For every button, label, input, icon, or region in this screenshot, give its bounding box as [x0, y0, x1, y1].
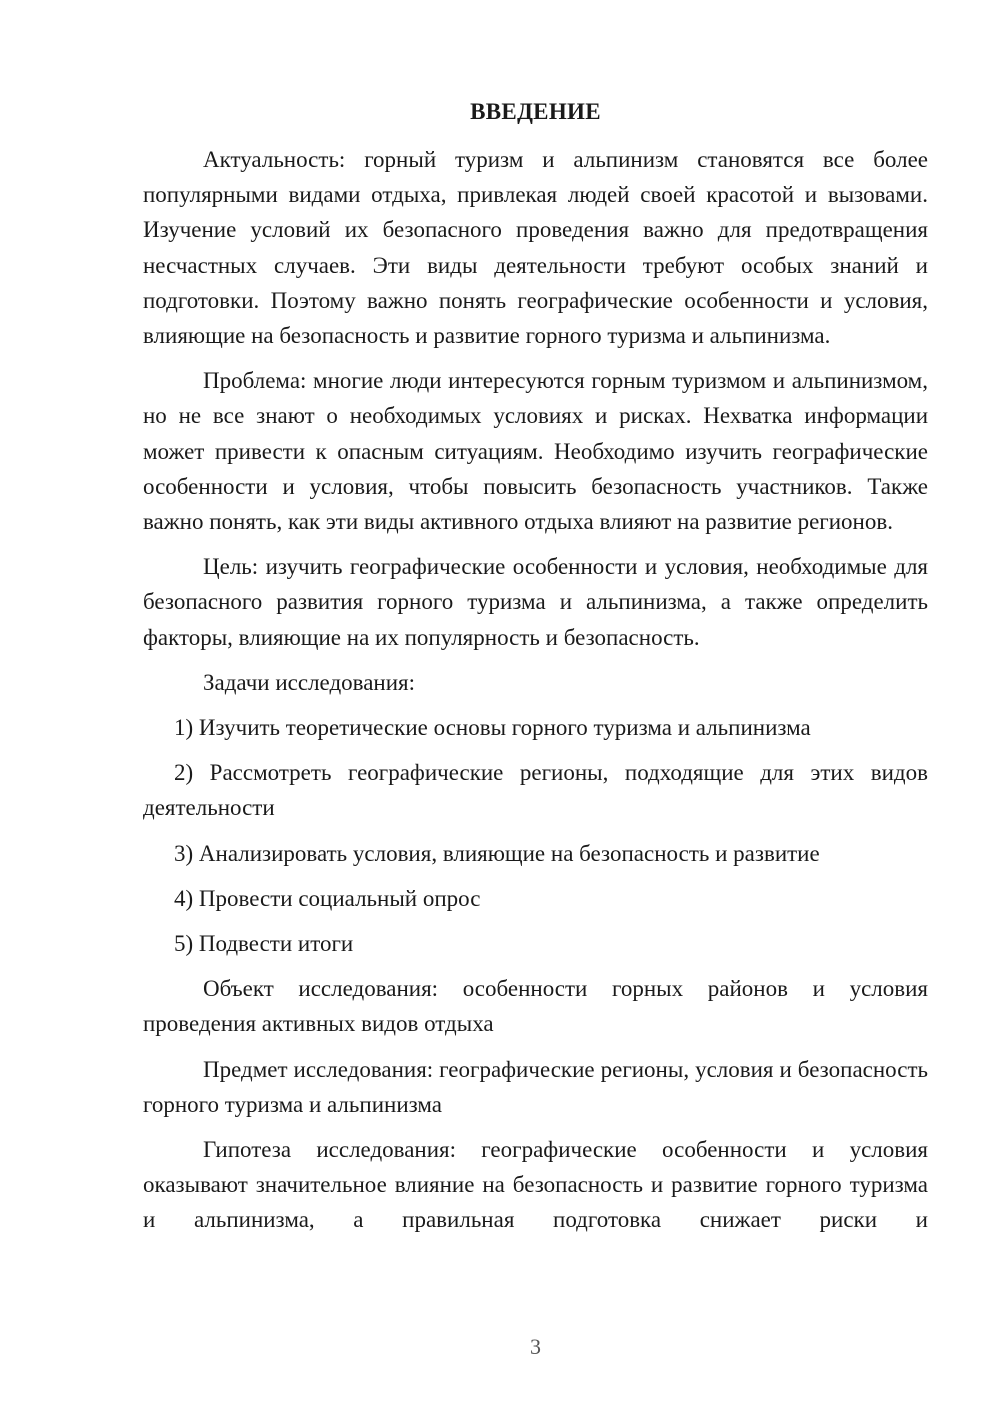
- paragraph-hypothesis: Гипотеза исследования: географические особенности и условия оказывают значительное влияние на безопасность и развитие горного туризма и альпинизма, а правильная подготовка снижает риски и: [143, 1137, 928, 1233]
- page-number: 3: [530, 1334, 541, 1359]
- document-page: [143, 0, 928, 1414]
- paragraph-goal: Цель: изучить географические особенности и условия, необходимые для безопасного развития горного туризма и альпинизма, а также определить факторы, влияющие на их популярность и безопасность.: [143, 554, 928, 650]
- list-item-task-4: 4) Провести социальный опрос: [174, 885, 481, 911]
- paragraph-subject: Предмет исследования: географические регионы, условия и безопасность горного туризма и альпинизма: [143, 1056, 928, 1117]
- page-title: ВВЕДЕНИЕ: [470, 99, 601, 124]
- list-item-task-2: 2) Рассмотреть географические регионы, подходящие для этих видов деятельности: [143, 760, 928, 821]
- paragraph-problem: Проблема: многие люди интересуются горным туризмом и альпинизмом, но не все знают о необходимых условиях и рисках. Нехватка информации может привести к опасным ситуациям. Необходимо изучить географические особенности и условия, чтобы повысить безопасность участников. Также важно понять, как эти виды активного отдыха влияют на развитие регионов.: [143, 368, 928, 535]
- list-item-task-3: 3) Анализировать условия, влияющие на безопасность и развитие: [174, 840, 820, 866]
- document-body: [143, 142, 928, 1248]
- paragraph-tasks-heading: Задачи исследования:: [203, 669, 416, 695]
- paragraph-relevance: Актуальность: горный туризм и альпинизм становятся все более популярными видами отдыха, привлекая людей своей красотой и вызовами. Изучение условий их безопасного проведения важно для предотвращения несчастных случаев. Эти виды деятельности требуют особых знаний и подготовки. Поэтому важно понять географические особенности и условия, влияющие на безопасность и развитие горного туризма и альпинизма.: [143, 147, 928, 349]
- list-item-task-1: 1) Изучить теоретические основы горного туризма и альпинизма: [174, 715, 811, 741]
- list-item-task-5: 5) Подвести итоги: [174, 931, 354, 957]
- paragraph-object: Объект исследования: особенности горных районов и условия проведения активных видов отдыха: [143, 976, 928, 1037]
